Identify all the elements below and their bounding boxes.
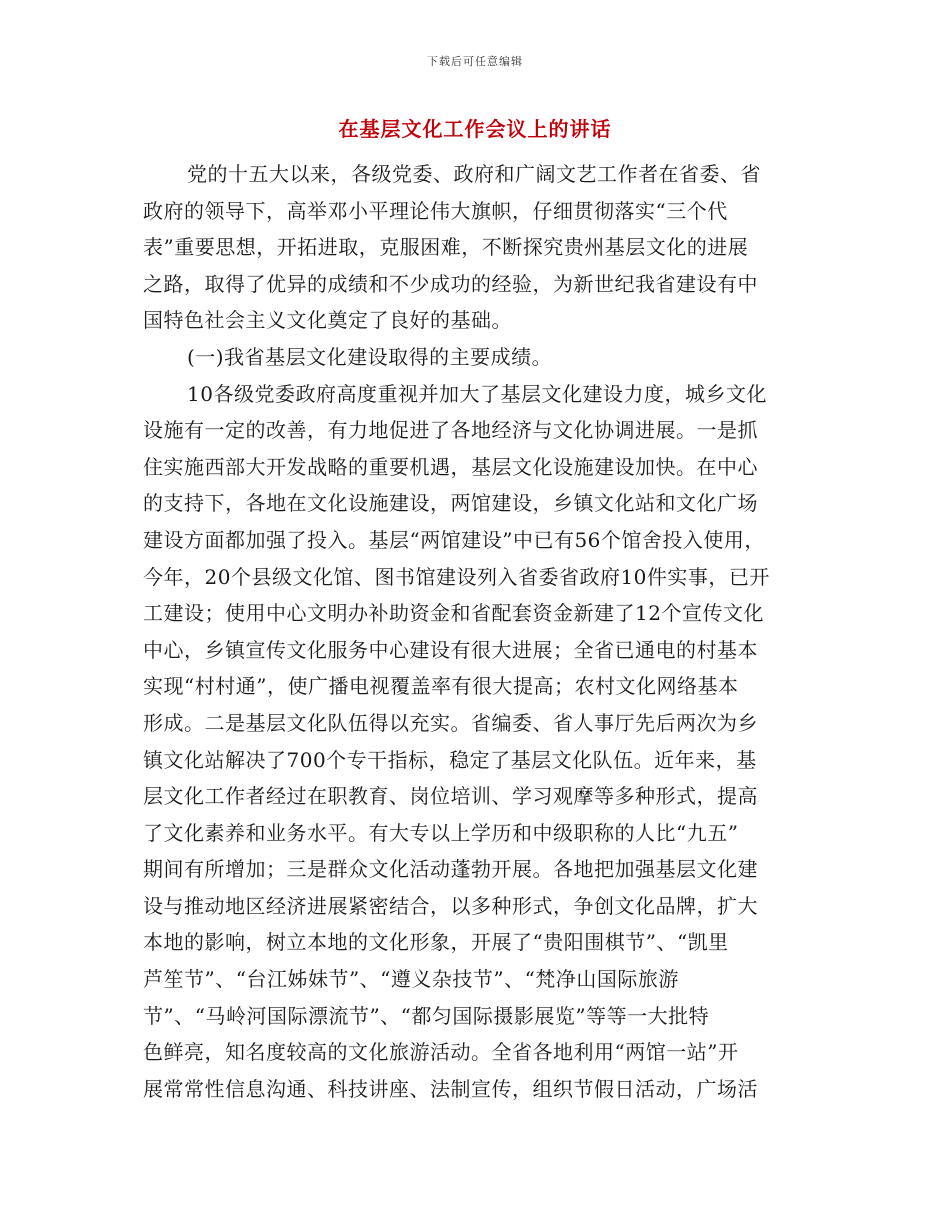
paragraph-line: 之路，取得了优异的成绩和不少成功的经验，为新世纪我省建设有中 xyxy=(143,271,758,296)
paragraph-line: 工建设；使用中心文明办补助资金和省配套资金新建了12个宣传文化 xyxy=(143,601,764,626)
section-heading: (一)我省基层文化建设取得的主要成绩。 xyxy=(187,344,553,369)
paragraph-line: 的支持下，各地在文化设施建设，两馆建设，乡镇文化站和文化广场 xyxy=(143,491,758,516)
paragraph-line: 了文化素养和业务水平。有大专以上学历和中级职称的人比“九五” xyxy=(143,820,739,845)
paragraph-line: 建设方面都加强了投入。基层“两馆建设”中已有56个馆舍投入使用， xyxy=(143,527,765,552)
paragraph-line: 本地的影响，树立本地的文化形象，开展了“贵阳围棋节”、“凯里 xyxy=(143,930,729,955)
header-note: 下载后可任意编辑 xyxy=(427,55,523,68)
paragraph-line: 表”重要思想，开拓进取，克服困难，不断探究贵州基层文化的进展 xyxy=(143,235,749,260)
paragraph-line: 政府的领导下，高举邓小平理论伟大旗帜，仔细贯彻落实“三个代 xyxy=(143,198,728,223)
paragraph-line: 10各级党委政府高度重视并加大了基层文化建设力度，城乡文化 xyxy=(187,381,767,406)
document-body xyxy=(143,156,813,1107)
paragraph-line: 实现“村村通”，使广播电视覆盖率有很大提高；农村文化网络基本 xyxy=(143,674,739,699)
paragraph-line: 节”、“马岭河国际漂流节”、“都匀国际摄影展览”等等一大批特 xyxy=(143,1003,710,1028)
paragraph-line: 住实施西部大开发战略的重要机遇，基层文化设施建设加快。在中心 xyxy=(143,454,758,479)
paragraph-line: 展常常性信息沟通、科技讲座、法制宣传，组织节假日活动，广场活 xyxy=(143,1076,758,1101)
paragraph-line: 芦笙节”、“台江姊妹节”、“遵义杂技节”、“梵净山国际旅游 xyxy=(143,967,679,992)
paragraph-line: 色鲜亮，知名度较高的文化旅游活动。全省各地利用“两馆一站”开 xyxy=(143,1040,739,1065)
paragraph-line: 国特色社会主义文化奠定了良好的基础。 xyxy=(143,308,512,333)
paragraph-line: 期间有所增加；三是群众文化活动蓬勃开展。各地把加强基层文化建 xyxy=(143,857,758,882)
paragraph-line: 镇文化站解决了700个专干指标，稳定了基层文化队伍。近年来，基 xyxy=(143,747,757,772)
paragraph-line: 今年，20个县级文化馆、图书馆建设列入省委省政府10件实事，已开 xyxy=(143,564,770,589)
paragraph-line: 中心，乡镇宣传文化服务中心建设有很大进展；全省已通电的村基本 xyxy=(143,637,758,662)
document-title: 在基层文化工作会议上的讲话 xyxy=(338,117,612,141)
paragraph-line: 设与推动地区经济进展紧密结合，以多种形式，争创文化品牌，扩大 xyxy=(143,893,758,918)
paragraph-line: 形成。二是基层文化队伍得以充实。省编委、省人事厅先后两次为乡 xyxy=(143,710,758,735)
paragraph-line: 设施有一定的改善，有力地促进了各地经济与文化协调进展。一是抓 xyxy=(143,418,758,443)
paragraph-line: 党的十五大以来，各级党委、政府和广阔文艺工作者在省委、省 xyxy=(187,162,761,186)
paragraph-line: 层文化工作者经过在职教育、岗位培训、学习观摩等多种形式，提高 xyxy=(143,784,758,809)
